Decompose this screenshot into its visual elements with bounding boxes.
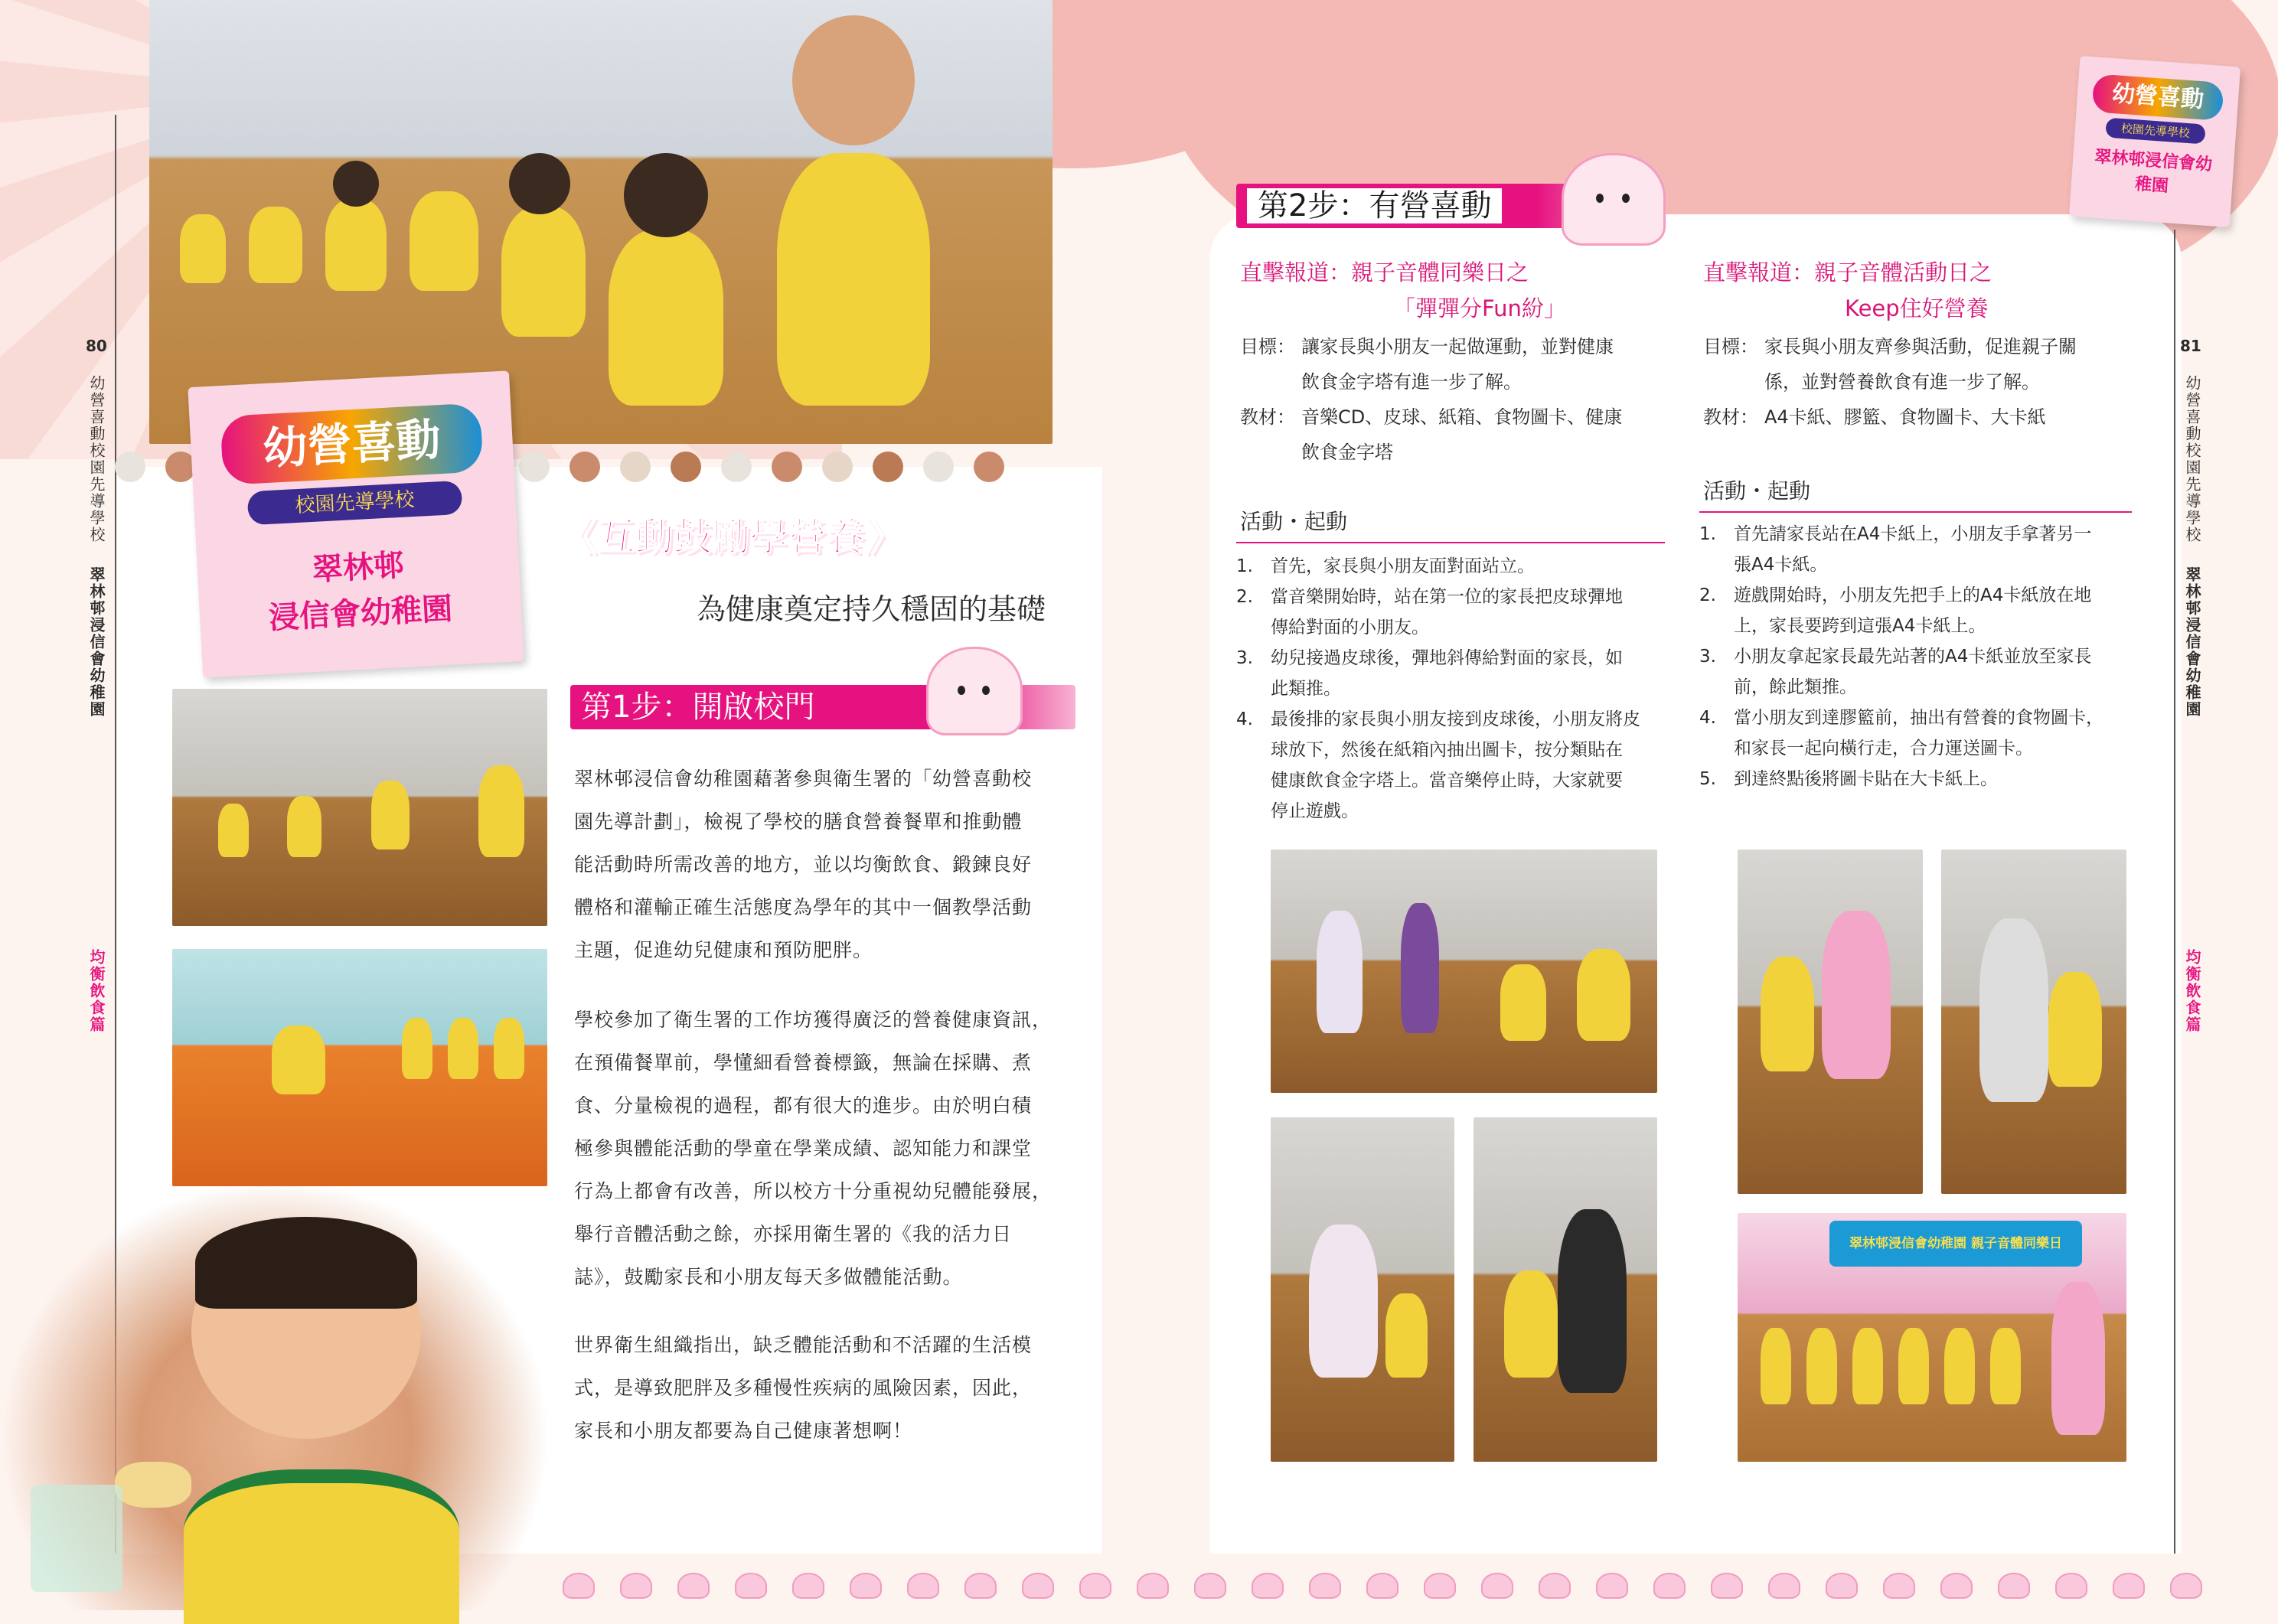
- list-number: 2.: [1236, 587, 1253, 607]
- side-section-left: 均衡飲食篇: [87, 949, 106, 1033]
- subheadline: 為健康奠定持久穩固的基礎: [697, 592, 1046, 626]
- side-label-left: 幼營喜動校園先導學校: [87, 375, 106, 543]
- list-number: 3.: [1699, 647, 1716, 667]
- list-number: 4.: [1699, 708, 1716, 728]
- list-number: 2.: [1699, 585, 1716, 605]
- text-line: 極參與體能活動的學童在學業成績、認知能力和課堂: [574, 1137, 1033, 1159]
- paragraph-1: [574, 758, 1079, 972]
- school-logo-card-right: [2069, 56, 2240, 227]
- list-item: [1699, 641, 2143, 703]
- text-line: 主題，促進幼兒健康和預防肥胖。: [574, 939, 873, 961]
- mascot-row-icon: [563, 1573, 2185, 1600]
- school-name-line1: 翠林邨: [311, 547, 406, 589]
- text-line: 當音樂開始時，站在第一位的家長把皮球彈地: [1271, 587, 1623, 607]
- text-line: 上，家長要跨到這張A4卡紙上。: [1734, 616, 1986, 636]
- text-line: 球放下，然後在紙箱內抽出圖卡，按分類貼在: [1271, 740, 1623, 760]
- col2-activity-heading: 活動・起動: [1703, 478, 1811, 504]
- photo-group-activity-banner: [1738, 1213, 2126, 1462]
- col2-goal-line2: 係，並對營養飲食有進一步了解。: [1764, 371, 2040, 393]
- mascot-icon: [926, 647, 1023, 735]
- logo-title: 幼營喜動: [220, 403, 483, 485]
- text-line: 遊戲開始時，小朋友先把手上的A4卡紙放在地: [1734, 585, 2092, 605]
- school-name-line2: 浸信會幼稚園: [268, 591, 454, 637]
- side-school-left: 翠林邨浸信會幼稚園: [87, 566, 106, 718]
- photo-parents-ball-game: [1271, 850, 1657, 1093]
- col2-divider: [1699, 511, 2132, 513]
- col2-material-label: 教材：: [1703, 406, 1758, 428]
- text-line: 小朋友拿起家長最先站著的A4卡紙並放至家長: [1734, 647, 2092, 667]
- banner-text: 翠林邨浸信會幼稚園 親子音體同樂日: [1829, 1221, 2082, 1267]
- list-item: [1236, 582, 1673, 643]
- hero-photo-kids-jumping: [149, 0, 1053, 444]
- paragraph-3: [574, 1324, 1079, 1453]
- photo-kids-running: [172, 689, 547, 926]
- col2-goal-line1: 家長與小朋友齊參與活動，促進親子關: [1764, 336, 2077, 357]
- col1-goal-line2: 飲食金字塔有進一步了解。: [1301, 371, 1522, 393]
- col1-step-list: [1236, 551, 1673, 827]
- mascot-icon: [1562, 153, 1666, 246]
- list-number: 1.: [1699, 524, 1716, 544]
- text-line: 前，餘此類推。: [1734, 677, 1857, 697]
- list-item: [1699, 703, 2143, 764]
- text-line: 此類推。: [1271, 679, 1341, 699]
- col2-title-line2: Keep住好營養: [1845, 295, 1989, 321]
- text-line: 翠林邨浸信會幼稚園藉著參與衛生署的「幼營喜動校: [574, 768, 1033, 790]
- col1-goal-label: 目標：: [1240, 336, 1295, 357]
- text-line: 家長和小朋友都要為自己健康著想啊！: [574, 1420, 913, 1442]
- page-number-left: 80: [86, 337, 107, 355]
- text-line: 體格和灌輸正確生活態度為學年的其中一個教學活動: [574, 896, 1033, 918]
- text-line: 食、分量檢視的過程，都有很大的進步。由於明白積: [574, 1094, 1033, 1117]
- list-number: 4.: [1236, 709, 1253, 729]
- side-section-right: 均衡飲食篇: [2183, 949, 2201, 1033]
- photo-parent-child-walk-1: [1271, 1117, 1454, 1462]
- logo-subtitle: 校園先導學校: [247, 481, 463, 526]
- logo-title-right: 幼營喜動: [2092, 73, 2224, 121]
- text-line: 傳給對面的小朋友。: [1271, 618, 1429, 638]
- step2-title: 第2步：有營喜動: [1247, 188, 1502, 223]
- text-line: 最後排的家長與小朋友接到皮球後，小朋友將皮: [1271, 709, 1640, 729]
- photo-card-game-1: [1738, 850, 1923, 1194]
- text-line: 在預備餐單前，學懂細看營養標籤，無論在採購、煮: [574, 1052, 1033, 1074]
- list-item: [1236, 643, 1673, 704]
- col1-material-label: 教材：: [1240, 406, 1295, 428]
- list-item: [1236, 551, 1673, 582]
- col2-material-line1: A4卡紙、膠籃、食物圖卡、大卡紙: [1764, 406, 2046, 428]
- text-line: 和家長一起向橫行走，合力運送圖卡。: [1734, 739, 2033, 758]
- list-number: 3.: [1236, 648, 1253, 668]
- text-line: 首先請家長站在A4卡紙上，小朋友手拿著另一: [1734, 524, 2092, 544]
- text-line: 行為上都會有改善，所以校方十分重視幼兒體能發展，: [574, 1180, 1053, 1202]
- text-line: 到達終點後將圖卡貼在大卡紙上。: [1734, 769, 1998, 789]
- col1-material-line1: 音樂CD、皮球、紙箱、食物圖卡、健康: [1301, 406, 1623, 428]
- col1-title-line2: 「彈彈分Fun紛」: [1393, 295, 1566, 321]
- text-line: 誌》，鼓勵家長和小朋友每天多做體能活動。: [574, 1266, 963, 1288]
- text-line: 停止遊戲。: [1271, 801, 1359, 821]
- list-item: [1699, 519, 2143, 580]
- school-logo-card: [188, 370, 524, 677]
- photo-parent-child-walk-2: [1474, 1117, 1657, 1462]
- list-number: 1.: [1236, 556, 1253, 576]
- list-item: [1699, 580, 2143, 641]
- photo-kids-climbing: [172, 949, 547, 1186]
- list-item: [1699, 764, 2143, 794]
- page-number-right: 81: [2180, 337, 2201, 355]
- text-line: 當小朋友到達膠籃前，抽出有營養的食物圖卡，: [1734, 708, 2103, 728]
- text-line: 張A4卡紙。: [1734, 555, 1828, 575]
- logo-subtitle-right: 校園先導學校: [2105, 118, 2205, 145]
- text-line: 能活動時所需改善的地方，並以均衡飲食、鍛鍊良好: [574, 853, 1033, 876]
- col1-title-line1: 直擊報道：親子音體同樂日之: [1240, 259, 1529, 285]
- list-number: 5.: [1699, 769, 1716, 789]
- headline: 《互動鼓勵學營養》: [559, 515, 903, 559]
- text-line: 舉行音體活動之餘，亦採用衛生署的《我的活力日: [574, 1223, 1013, 1245]
- photo-card-game-2: [1941, 850, 2126, 1194]
- col1-goal-line1: 讓家長與小朋友一起做運動，並對健康: [1301, 336, 1614, 357]
- text-line: 學校參加了衛生署的工作坊獲得廣泛的營養健康資訊，: [574, 1009, 1053, 1031]
- text-line: 幼兒接過皮球後，彈地斜傳給對面的家長，如: [1271, 648, 1623, 668]
- text-line: 園先導計劃」，檢視了學校的膳食營養餐單和推動體: [574, 810, 1023, 833]
- col1-material-line2: 飲食金字塔: [1301, 442, 1393, 463]
- col2-goal-label: 目標：: [1703, 336, 1758, 357]
- paragraph-2: [574, 999, 1079, 1299]
- text-line: 式，是導致肥胖及多種慢性疾病的風險因素，因此，: [574, 1377, 1033, 1399]
- logo-school-right: 翠林邨浸信會幼稚園: [2094, 147, 2213, 197]
- col1-activity-heading: 活動・起動: [1240, 509, 1348, 534]
- list-item: [1236, 704, 1673, 827]
- side-label-right: 幼營喜動校園先導學校: [2183, 375, 2201, 543]
- col1-divider: [1236, 542, 1665, 543]
- photo-boy-eating: [0, 1179, 551, 1610]
- text-line: 健康飲食金字塔上。當音樂停止時，大家就要: [1271, 771, 1623, 791]
- col2-title-line1: 直擊報道：親子音體活動日之: [1703, 259, 1992, 285]
- side-school-right: 翠林邨浸信會幼稚園: [2183, 566, 2201, 718]
- step1-heading: 第1步：開啟校門: [570, 685, 1075, 729]
- right-margin-line: [2174, 230, 2175, 1554]
- text-line: 世界衛生組織指出，缺乏體能活動和不活躍的生活模: [574, 1334, 1033, 1356]
- col2-step-list: [1699, 519, 2143, 794]
- text-line: 首先，家長與小朋友面對面站立。: [1271, 556, 1535, 576]
